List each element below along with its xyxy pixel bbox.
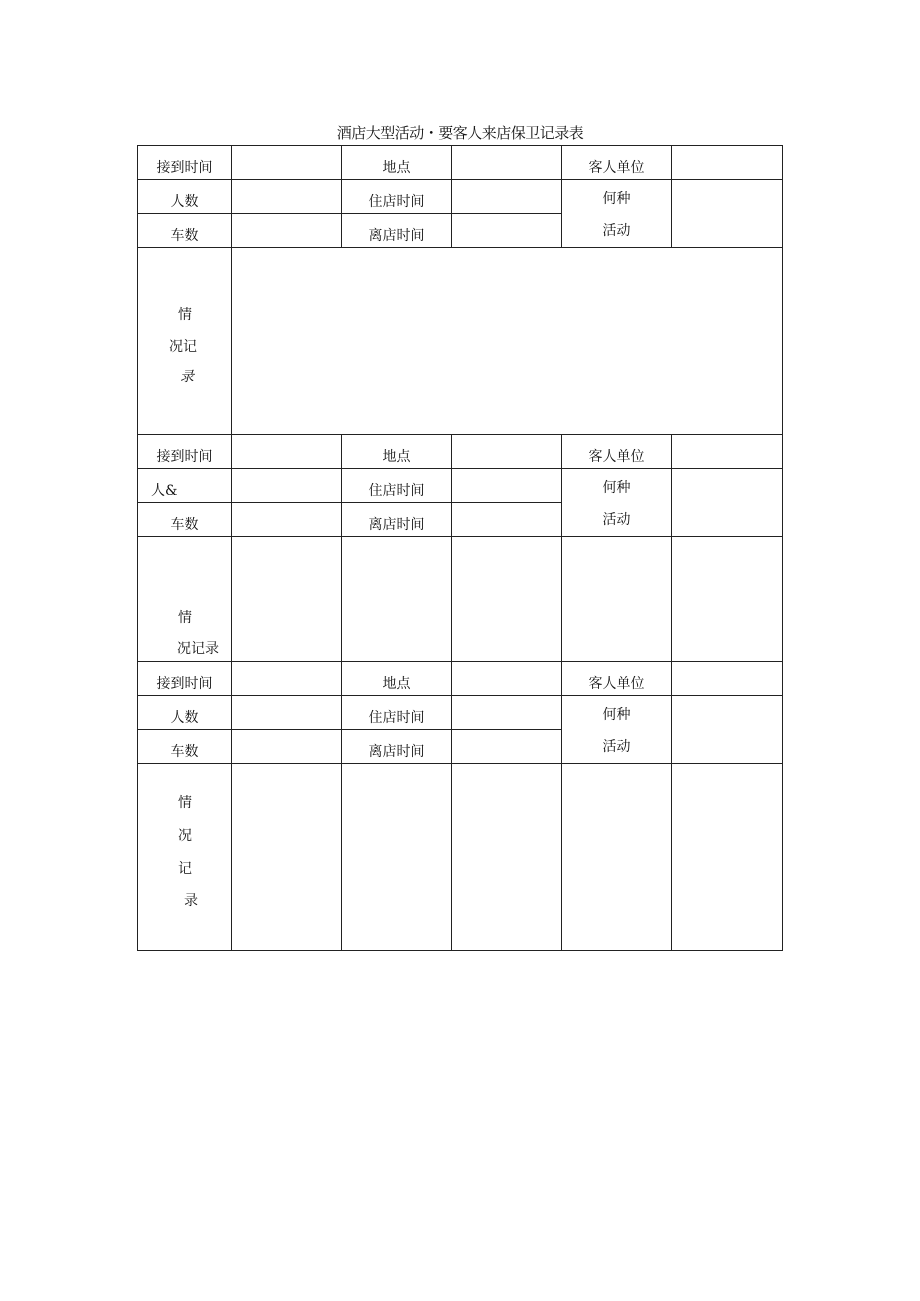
checkout-time-label: 离店时间 xyxy=(342,730,452,764)
activity-label-line-1: 何种 xyxy=(602,706,631,723)
notes-label-line-1: 情 xyxy=(178,610,192,626)
notes-label-line-1: 情 xyxy=(178,307,192,323)
guest-unit-label: 客人单位 xyxy=(562,662,672,696)
security-record-table xyxy=(137,145,783,951)
situation-record-label xyxy=(138,764,232,951)
notes-label-line-3: 录 xyxy=(180,369,194,385)
vehicle-count-field[interactable] xyxy=(232,214,342,248)
vehicle-count-label: 车数 xyxy=(138,214,232,248)
checkin-time-label: 住店时间 xyxy=(342,469,452,503)
activity-type-field[interactable] xyxy=(672,180,783,248)
situation-record-field-1[interactable] xyxy=(232,764,342,951)
section-3-row-notes xyxy=(138,764,783,951)
guest-unit-label: 客人单位 xyxy=(562,146,672,180)
activity-type-field[interactable] xyxy=(672,469,783,537)
vehicle-count-field[interactable] xyxy=(232,503,342,537)
activity-type-field[interactable] xyxy=(672,696,783,764)
notes-label-line-1: 情 xyxy=(178,795,192,811)
activity-type-label xyxy=(562,469,672,537)
vehicle-count-label: 车数 xyxy=(138,730,232,764)
people-count-field[interactable] xyxy=(232,180,342,214)
receive-time-label: 接到时间 xyxy=(138,146,232,180)
situation-record-label xyxy=(138,248,232,435)
section-1-row-receive xyxy=(138,146,783,180)
people-count-label: 人数 xyxy=(138,696,232,730)
people-count-label: 人& xyxy=(138,469,232,503)
activity-label-line-1: 何种 xyxy=(602,479,631,496)
location-label: 地点 xyxy=(342,435,452,469)
situation-record-field-3[interactable] xyxy=(452,764,562,951)
location-label: 地点 xyxy=(342,662,452,696)
activity-label-line-2: 活动 xyxy=(602,511,631,528)
activity-label-line-1: 何种 xyxy=(602,190,631,207)
situation-record-label xyxy=(138,537,232,662)
receive-time-label: 接到时间 xyxy=(138,435,232,469)
section-2-row-receive xyxy=(138,435,783,469)
section-2-row-people xyxy=(138,469,783,503)
checkout-time-field[interactable] xyxy=(452,730,562,764)
section-2-row-notes xyxy=(138,537,783,662)
checkin-time-field[interactable] xyxy=(452,696,562,730)
section-3-row-receive xyxy=(138,662,783,696)
location-field[interactable] xyxy=(452,662,562,696)
situation-record-field-1[interactable] xyxy=(232,537,342,662)
notes-label-line-4: 录 xyxy=(184,893,198,909)
checkin-time-field[interactable] xyxy=(452,180,562,214)
people-count-field[interactable] xyxy=(232,696,342,730)
checkout-time-field[interactable] xyxy=(452,503,562,537)
notes-label-line-2: 况记 xyxy=(169,339,197,355)
activity-type-label xyxy=(562,696,672,764)
situation-record-field-2[interactable] xyxy=(342,537,452,662)
checkout-time-label: 离店时间 xyxy=(342,214,452,248)
section-3-row-people xyxy=(138,696,783,730)
checkout-time-label: 离店时间 xyxy=(342,503,452,537)
location-field[interactable] xyxy=(452,146,562,180)
location-label: 地点 xyxy=(342,146,452,180)
situation-record-field-3[interactable] xyxy=(452,537,562,662)
notes-label-line-3: 记 xyxy=(178,861,192,877)
activity-type-label xyxy=(562,180,672,248)
activity-label-line-2: 活动 xyxy=(602,222,631,239)
people-count-field[interactable] xyxy=(232,469,342,503)
checkin-time-label: 住店时间 xyxy=(342,696,452,730)
receive-time-label: 接到时间 xyxy=(138,662,232,696)
guest-unit-field[interactable] xyxy=(672,146,783,180)
guest-unit-field[interactable] xyxy=(672,435,783,469)
situation-record-field[interactable] xyxy=(232,248,783,435)
checkin-time-field[interactable] xyxy=(452,469,562,503)
notes-label-line-2: 况记录 xyxy=(177,641,219,657)
guest-unit-label: 客人单位 xyxy=(562,435,672,469)
guest-unit-field[interactable] xyxy=(672,662,783,696)
situation-record-field-5[interactable] xyxy=(672,764,783,951)
receive-time-field[interactable] xyxy=(232,146,342,180)
vehicle-count-label: 车数 xyxy=(138,503,232,537)
location-field[interactable] xyxy=(452,435,562,469)
checkout-time-field[interactable] xyxy=(452,214,562,248)
receive-time-field[interactable] xyxy=(232,662,342,696)
activity-label-line-2: 活动 xyxy=(602,738,631,755)
situation-record-field-5[interactable] xyxy=(672,537,783,662)
situation-record-field-2[interactable] xyxy=(342,764,452,951)
receive-time-field[interactable] xyxy=(232,435,342,469)
situation-record-field-4[interactable] xyxy=(562,537,672,662)
situation-record-field-4[interactable] xyxy=(562,764,672,951)
people-count-label: 人数 xyxy=(138,180,232,214)
checkin-time-label: 住店时间 xyxy=(342,180,452,214)
section-1-row-people xyxy=(138,180,783,214)
section-1-row-notes xyxy=(138,248,783,435)
vehicle-count-field[interactable] xyxy=(232,730,342,764)
notes-label-line-2: 况 xyxy=(178,828,192,844)
form-title: 酒店大型活动・要客人来店保卫记录表 xyxy=(336,124,584,142)
